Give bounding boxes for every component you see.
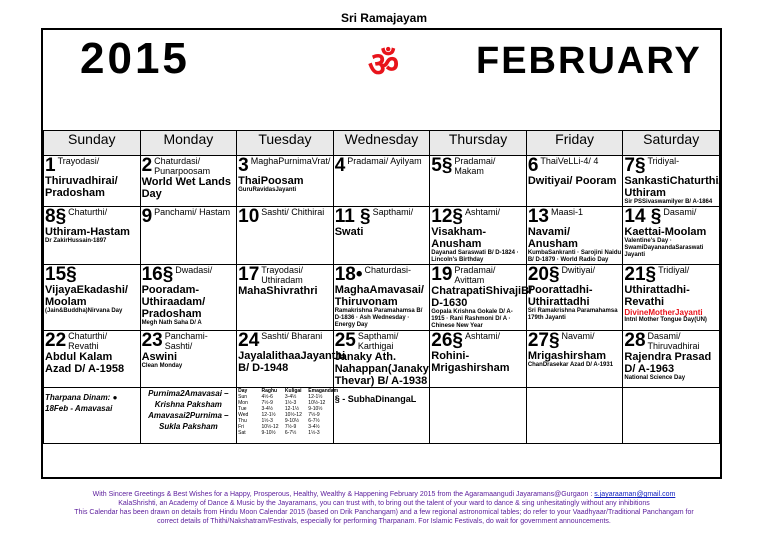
- day-festival: World Wet Lands Day: [141, 176, 231, 200]
- day-header: [624, 265, 718, 284]
- day-cell: [140, 207, 237, 265]
- day-notes: Ramakrishna Paramahamsa B/ D-1836 · Ash Wednesday · Energy Day: [334, 308, 423, 328]
- hora-value: 6-7½: [308, 418, 320, 424]
- week-row: [44, 331, 720, 388]
- hora-value: 12-1½: [308, 394, 323, 400]
- day-header: [142, 331, 236, 351]
- day-tithi: Tridiyal/: [658, 265, 690, 275]
- day-tithi: Tridiyal-: [647, 156, 680, 166]
- day-header: [45, 331, 139, 351]
- hora-value: 7½-9: [308, 412, 320, 418]
- day-cell: [333, 156, 430, 207]
- hora-value: 9-10½: [284, 418, 300, 424]
- day-header: [528, 331, 622, 350]
- hora-value: 4½-6: [261, 394, 273, 400]
- day-tithi: Panchami-Sashti/: [164, 331, 208, 351]
- day-notes: Sir PSSivaswamilyer B/ A-1864: [624, 199, 713, 205]
- day-tithi: Sapthami/: [372, 207, 414, 217]
- hora-head: Raghu: [261, 388, 278, 394]
- day-festival: ChatrapatiShivajiB/ D-1630: [431, 285, 533, 309]
- day-header: [335, 156, 429, 175]
- day-number: 2: [141, 155, 153, 176]
- day-number: 15§: [45, 264, 77, 285]
- day-header: [335, 207, 429, 226]
- subha-cell: [333, 388, 430, 444]
- hora-value: 3-4½: [261, 406, 273, 412]
- day-number: 10: [238, 206, 260, 227]
- day-number: 23: [141, 330, 163, 351]
- day-header: [45, 156, 139, 175]
- hora-value: 3-4½: [308, 424, 320, 430]
- day-number: 3: [238, 155, 249, 176]
- day-cell: [237, 156, 334, 207]
- hora-cell: [237, 388, 339, 444]
- day-tithi: Sashti/ Bharani: [261, 331, 323, 341]
- hora-value: 12-1½: [284, 406, 300, 412]
- day-number: 1: [45, 155, 56, 176]
- day-tithi: Chaturthi/ Revathi: [68, 331, 108, 351]
- day-tithi: Pradamai/ Makam: [454, 156, 496, 176]
- hora-grid: [238, 388, 339, 436]
- day-festival: MaghaAmavasai/ Thiruvonam: [334, 284, 424, 308]
- day-number: 9: [141, 206, 153, 227]
- day-festival: Janaky Ath. Nahappan(Janaky Thevar) B/ A-1938: [334, 351, 429, 387]
- day-cell: [237, 207, 334, 265]
- day-tithi: Ashtami/: [464, 207, 500, 217]
- day-cell: [333, 265, 430, 331]
- day-header: [431, 156, 525, 176]
- day-tithi: Chaturdasi/ Punarpoosam: [154, 156, 211, 176]
- hora-table: [238, 388, 339, 436]
- day-notes: Intnl Mother Tongue Day(UN): [624, 317, 707, 323]
- day-header: [142, 156, 236, 176]
- day-cell: [623, 331, 720, 388]
- paksham-line: Amavasai2Purnima –: [148, 411, 229, 420]
- day-notes: Dr ZakirHussain-1897: [45, 238, 107, 244]
- day-header: [431, 207, 525, 226]
- day-notes: Gopala Krishna Gokale D/ A-1915 · Rani Rashmoni D/ A · Chinese New Year: [431, 309, 513, 329]
- day-festival: Swati: [334, 226, 364, 238]
- day-number: 12§: [431, 206, 463, 227]
- hora-value: Sat: [238, 430, 246, 436]
- day-cell: [430, 207, 527, 265]
- day-festival: Navami/ Anusham: [527, 226, 578, 250]
- footer: [0, 490, 768, 526]
- day-cell: [526, 331, 623, 388]
- day-number: 25: [334, 330, 356, 351]
- day-cell: [526, 207, 623, 265]
- week-row: [44, 265, 720, 331]
- hora-value: 10½-12: [261, 424, 279, 430]
- day-festival: VijayaEkadashi/ Moolam: [45, 284, 128, 308]
- day-notes: National Science Day: [624, 375, 686, 381]
- om-icon: ॐ: [368, 45, 400, 85]
- day-tithi: Trayodasi/ Uthiradam: [261, 265, 303, 285]
- day-number: 19: [431, 264, 453, 285]
- day-notes: Clean Monday: [141, 363, 183, 369]
- weekday-saturday: Saturday: [623, 131, 720, 156]
- weekday-tuesday: Tuesday: [237, 131, 334, 156]
- day-number: 17: [238, 264, 260, 285]
- day-cell: [140, 156, 237, 207]
- day-header: [238, 156, 332, 175]
- hora-head: Kuligai: [284, 388, 302, 394]
- weekday-thursday: Thursday: [430, 131, 527, 156]
- hora-value: 1½-3: [261, 418, 273, 424]
- day-cell: [333, 207, 430, 265]
- day-cell: [430, 331, 527, 388]
- day-tithi: Dasami/: [663, 207, 697, 217]
- hora-value: 12-1½: [261, 412, 276, 418]
- day-tithi: Pradamai/ Ayilyam: [347, 156, 422, 166]
- day-header: [45, 207, 139, 226]
- week-row: [44, 207, 720, 265]
- day-number: 7§: [624, 155, 646, 176]
- day-tithi: Sapthami/ Karthigai: [357, 331, 399, 351]
- day-festival: Rohini-Mrigashirsham: [431, 350, 510, 374]
- tharpana-cell: [44, 388, 141, 444]
- day-cell: [333, 331, 430, 388]
- day-notes: (Jain&Buddha)Nirvana Day: [45, 308, 123, 314]
- day-cell: [44, 156, 141, 207]
- weekday-monday: Monday: [140, 131, 237, 156]
- hora-value: Fri: [238, 424, 244, 430]
- calendar-table: [43, 130, 720, 444]
- day-header: [142, 207, 236, 226]
- day-cell: [140, 265, 237, 331]
- calendar-grid: [43, 130, 720, 444]
- day-notes: KumbaSankranti · Sarojini Naidu B/ D-1879 · World Radio Day: [527, 250, 622, 263]
- hora-value: Tue: [238, 406, 247, 412]
- day-festival: Uthiram-Hastam: [45, 226, 130, 238]
- hora-value: 7½-9: [284, 424, 297, 430]
- day-festival: Thiruvadhirai/ Pradosham: [45, 175, 118, 199]
- extra-row: [44, 388, 720, 444]
- day-header: [431, 331, 525, 350]
- tharpana-date: 18Feb - Amavasai: [45, 404, 113, 413]
- day-number: 4: [334, 155, 346, 176]
- email-link[interactable]: s.jayaraaman@gmail.com: [594, 491, 676, 498]
- hora-value: Wed: [238, 412, 249, 418]
- day-cell: [44, 265, 141, 331]
- day-tithi: MaghaPurnimaVrat/: [250, 156, 331, 166]
- hora-value: 10½-12: [284, 412, 302, 418]
- hora-head: Day: [238, 388, 248, 394]
- day-number: 16§: [141, 264, 174, 285]
- day-festival: MahaShivrathri: [238, 285, 318, 297]
- top-title: Sri Ramajayam: [340, 11, 428, 25]
- weekday-sunday: Sunday: [44, 131, 141, 156]
- day-cell: [526, 156, 623, 207]
- day-festival: Abdul Kalam Azad D/ A-1958: [45, 351, 125, 375]
- day-number: 28: [624, 330, 646, 351]
- footer-line3: This Calendar has been drawn on details from Hindu Moon Calendar 2015 (based on Drik Panchangam) and a few regional astronomical tables; do refer to your Vaadhyaar/Traditional Panchangam for: [74, 509, 694, 516]
- day-tithi: Navami/: [561, 331, 595, 341]
- day-festival: Poorattadhi-Uthirattadhi: [527, 284, 593, 308]
- day-number: 11 §: [334, 206, 371, 227]
- day-cell: [623, 265, 720, 331]
- day-festival: Aswini: [141, 351, 178, 363]
- day-number: 21§: [624, 264, 657, 285]
- day-cell: [237, 265, 334, 331]
- calendar-frame: [41, 28, 722, 479]
- day-number: 27§: [527, 330, 560, 351]
- day-notes: ChanDrasekar Azad D/ A-1931: [527, 362, 614, 368]
- day-tithi: Maasi-1: [550, 207, 583, 217]
- day-header: [528, 207, 622, 226]
- hora-value: Thu: [238, 418, 247, 424]
- hora-value: 9-10½: [261, 430, 276, 436]
- day-number: 6: [527, 155, 539, 176]
- day-header: [528, 265, 622, 284]
- year-label: 2015: [80, 34, 190, 83]
- day-festival: Pooradam-Uthiraadam/ Pradosham: [141, 284, 206, 320]
- day-festival: ThaiPoosam: [238, 175, 304, 187]
- day-tithi: Panchami/ Hastam: [154, 207, 231, 217]
- day-tithi: Dwadasi/: [175, 265, 213, 275]
- day-number: 13: [527, 206, 549, 227]
- month-label: FEBRUARY: [476, 40, 702, 82]
- day-cell: [430, 156, 527, 207]
- day-header: [45, 265, 139, 284]
- day-header: [528, 156, 622, 175]
- day-number: 26§: [431, 330, 463, 351]
- day-cell: [623, 156, 720, 207]
- day-tithi: Pradamai/ Avittam: [454, 265, 496, 285]
- day-number: 8§: [45, 206, 67, 227]
- day-number: 24: [238, 330, 260, 351]
- day-cell: [44, 207, 141, 265]
- day-festival: Kaettai-Moolam: [624, 226, 707, 238]
- day-festival: Mrigashirsham: [527, 350, 607, 362]
- hora-value: 7½-9: [261, 400, 273, 406]
- hora-value: 3-4½: [284, 394, 297, 400]
- paksham-line: Sukla Paksham: [158, 422, 218, 431]
- day-header: [624, 207, 718, 226]
- day-notes: Sri Ramakrishna Paramahamsa 179th Jayanti: [527, 308, 618, 321]
- footer-line4: correct details of Thithi/Nakshatram/Festivals, especially for performing Tharpanam. For Islamic Festivals, do wait for government announcements.: [157, 518, 611, 525]
- footer-line2: KalaShrishti, an Academy of Dance & Music by the Jayaramans, you can trust with, to bring out the talent of your ward to dance & sing unhesitatingly without any inhibitions: [118, 500, 650, 507]
- day-header: [335, 265, 429, 284]
- day-header: [238, 207, 332, 226]
- day-number: 22: [45, 330, 67, 351]
- day-highlight: DivineMotherJayanti: [624, 308, 703, 317]
- day-tithi: ThaiVeLLi-4/ 4: [540, 156, 599, 166]
- day-festival: Uthirattadhi-Revathi: [624, 284, 690, 308]
- hora-value: Sun: [238, 394, 248, 400]
- weekday-friday: Friday: [526, 131, 623, 156]
- hora-head: Emagandam: [308, 388, 339, 394]
- day-notes: Dayanad Saraswati B/ D-1824 · Lincoln's Birthday: [431, 250, 519, 263]
- day-header: [335, 331, 429, 351]
- week-row: [44, 156, 720, 207]
- day-number: 18•: [334, 264, 363, 285]
- day-header: [142, 265, 236, 284]
- paksham-line: Krishna Paksham: [154, 400, 222, 409]
- weekday-header-row: [44, 131, 720, 156]
- day-festival: JayalalithaaJayanthi B/ D-1948: [238, 350, 346, 374]
- hora-value: 9-10½: [308, 406, 323, 412]
- day-festival: Rajendra Prasad D/ A-1963: [624, 351, 712, 375]
- day-tithi: Ashtami/: [464, 331, 500, 341]
- empty-cell: [623, 388, 720, 444]
- hora-value: 1½-3: [284, 400, 297, 406]
- day-cell: [44, 331, 141, 388]
- day-header: [624, 156, 718, 175]
- empty-cell: [430, 388, 527, 444]
- weekday-wednesday: Wednesday: [333, 131, 430, 156]
- day-tithi: Trayodasi/: [57, 156, 100, 166]
- hora-value: 1½-3: [308, 430, 320, 436]
- day-cell: [140, 331, 237, 388]
- hora-value: 10½-12: [308, 400, 326, 406]
- day-number: 14 §: [624, 206, 662, 227]
- day-festival: SankastiChaturthi/ Uthiram: [624, 175, 722, 199]
- day-header: [624, 331, 718, 351]
- day-header: [238, 265, 332, 285]
- day-tithi: Dwitiyai/: [561, 265, 596, 275]
- day-header: [431, 265, 525, 285]
- day-notes: Valentine's Day · SwamiDayanandaSaraswati Jayanti: [624, 238, 704, 258]
- day-header: [238, 331, 332, 350]
- day-notes: Megh Nath Saha D/ A: [141, 320, 202, 326]
- day-tithi: Chaturthi/: [68, 207, 108, 217]
- day-cell: [430, 264, 533, 331]
- tharpana-label: Tharpana Dinam: ●: [45, 393, 118, 402]
- footer-line1: With Sincere Greetings & Best Wishes for a Happy, Prosperous, Healthy, Wealthy & Happening February 2015 from the Agaramaangudi Jayaramans@Gurgaon : s.jayaraaman@gmail.com: [92, 491, 676, 498]
- day-tithi: Chaturdasi-: [364, 265, 412, 275]
- day-tithi: Dasami/ Thiruvadhirai: [647, 331, 700, 351]
- day-number: 5§: [431, 155, 453, 176]
- subha-legend: § - SubhaDinangaL: [334, 394, 417, 404]
- day-number: 20§: [527, 264, 560, 285]
- calendar-header: [43, 30, 720, 131]
- paksham-line: Purnima2Amavasai –: [148, 389, 229, 398]
- day-cell: [526, 265, 623, 331]
- day-notes: GuruRavidasJayanti: [238, 187, 297, 193]
- hora-value: Mon: [238, 400, 248, 406]
- day-cell: [623, 207, 720, 265]
- day-tithi: Sashti/ Chithirai: [261, 207, 325, 217]
- empty-cell: [526, 388, 623, 444]
- day-festival: Dwitiyai/ Pooram: [527, 175, 617, 187]
- day-festival: Visakham-Anusham: [431, 226, 487, 250]
- hora-value: 6-7½: [284, 430, 297, 436]
- paksham-cell: [140, 388, 237, 444]
